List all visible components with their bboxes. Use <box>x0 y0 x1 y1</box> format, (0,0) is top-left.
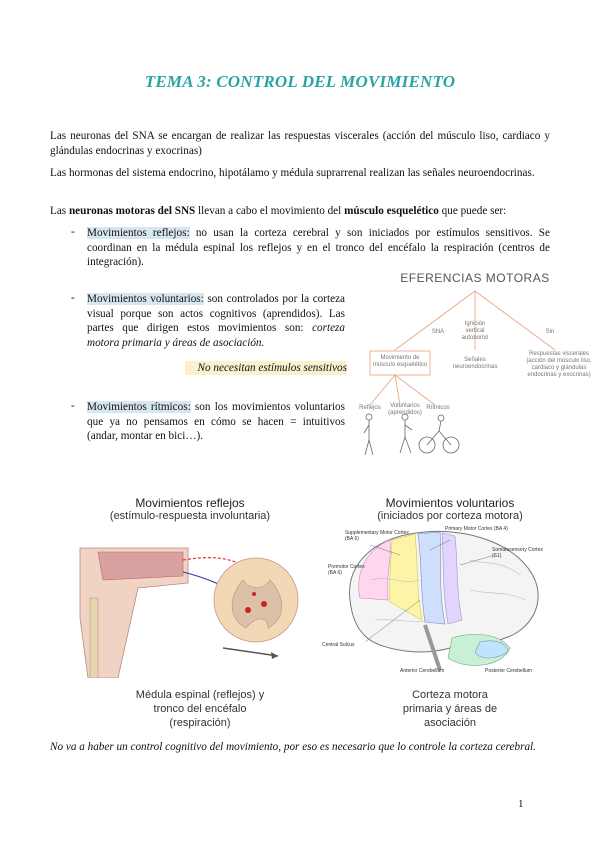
caption-voluntarios: Corteza motora primaria y áreas de asociación <box>402 689 498 729</box>
label-center: Ignición vertical autonomó <box>461 321 489 341</box>
node-viscerales: Respuestas viscerales (acción del músculo liso, cardiaco y glándulas endocrinas y exocrinas) <box>526 351 592 378</box>
label-sin: Sin <box>545 329 555 335</box>
bullet-reflejos-label: Movimientos reflejos: <box>87 227 190 239</box>
node-voluntarios: Voluntarios (aprendidos) <box>388 403 422 416</box>
paragraph-hormonas: Las hormonas del sistema endocrino, hipotálamo y médula suprarrenal realizan las señales neuroendocrinas. <box>50 167 535 179</box>
p3-bold-musculo: músculo esquelético <box>344 205 439 217</box>
final-note: No va a haber un control cognitivo del movimiento, por eso es necesario que lo controle la corteza cerebral. <box>50 741 536 753</box>
p3-text-e: que puede ser: <box>438 205 507 217</box>
figure-voluntarios-heading <box>340 496 560 522</box>
bullet-voluntarios-label: Movimientos voluntarios: <box>87 293 204 305</box>
bullet-ritmicos <box>87 400 345 444</box>
label-anterior-cerebellum: Anterior Cerebellum <box>400 668 445 674</box>
label-central-sulcus: Central Sulcus <box>322 642 355 648</box>
node-ritmicos: Rítmicos <box>426 405 450 411</box>
p3-text-c: llevan a cabo el movimiento del <box>195 205 345 217</box>
label-somatosensory: Somatosensory Cortex (S1) <box>492 547 543 559</box>
brain-illustration <box>330 520 560 680</box>
bullet-dash-1: - <box>71 226 75 238</box>
page-number: 1 <box>518 798 524 810</box>
bullet-voluntarios <box>87 292 345 350</box>
p3-text-a: Las <box>50 205 69 217</box>
label-sna: SNA <box>431 329 445 335</box>
bullet-reflejos <box>87 226 550 270</box>
label-sma: Supplementary Motor Cortex (BA 6) <box>345 530 409 542</box>
label-premotor: Premotor Cortex (BA 6) <box>328 564 365 576</box>
diagram-title: EFERENCIAS MOTORAS <box>400 271 550 285</box>
efferent-diagram <box>355 265 595 465</box>
bullet-voluntarios-italic: corteza motora primaria y áreas de asociación. <box>87 322 345 349</box>
node-neuroendocrinas: Señales neuroendocrinas <box>452 357 498 370</box>
bullet-voluntarios-text: son controlados por la corteza visual porque son actos cognitivos (aprendidos). Las partes que dirigen estos movimientos son: <box>87 293 345 335</box>
label-primary-motor: Primary Motor Cortex (BA 4) <box>445 526 508 532</box>
reflex-illustration <box>78 528 300 678</box>
figure-reflejos-heading <box>80 496 300 522</box>
caption-reflejos: Médula espinal (reflejos) y tronco del encéfalo (respiración) <box>135 689 265 729</box>
figure-voluntarios-subtitle: (iniciados por corteza motora) <box>377 510 523 522</box>
figure-reflejos-subtitle: (estímulo-respuesta involuntaria) <box>109 510 271 522</box>
bullet-ritmicos-label: Movimientos rítmicos: <box>87 401 191 413</box>
page-title: TEMA 3: CONTROL DEL MOVIMIENTO <box>144 72 456 91</box>
paragraph-neuronas-motoras <box>50 204 550 219</box>
bullet-reflejos-text: no usan la corteza cerebral y son iniciados por estímulos sensitivos. Se coordinan en la médula espinal los reflejos y en el tronco del encéfalo la respiración (centros de integración). <box>87 227 550 269</box>
label-posterior-cerebellum: Posterior Cerebellum <box>485 668 532 674</box>
p3-bold-neuronas: neuronas motoras del SNS <box>68 205 196 217</box>
figure-reflejos-title: Movimientos reflejos <box>135 496 245 510</box>
bullet-ritmicos-text: son los movimientos voluntarios que ya no pensamos en cómo se hacen = intuitivos (andar, montar en bici…). <box>87 401 345 443</box>
node-musculo: Movimiento de músculo esquelético <box>372 355 428 368</box>
bullet-dash-3: - <box>71 400 75 412</box>
figure-voluntarios-title: Movimientos voluntarios <box>385 496 515 510</box>
node-reflejos: Reflejos <box>359 405 381 411</box>
paragraph-sna: Las neuronas del SNA se encargan de realizar las respuestas viscerales (acción del músculo liso, cardiaco y glándulas endocrinas y exocrinas) <box>50 130 550 157</box>
bullet-dash-2: - <box>71 292 75 304</box>
note-no-estimulos: No necesitan estímulos sensitivos <box>185 361 347 375</box>
